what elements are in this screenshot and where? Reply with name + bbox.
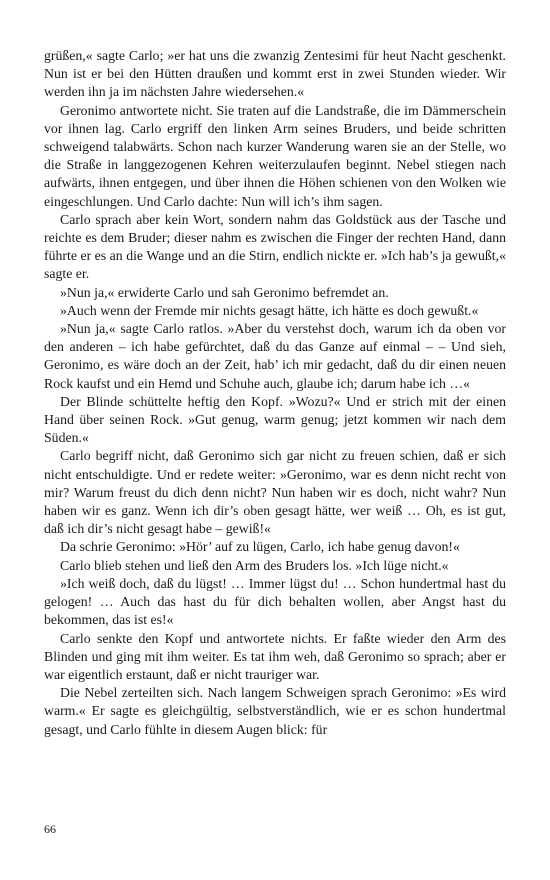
body-text	[44, 47, 506, 739]
paragraph: »Nun ja,« sagte Carlo ratlos. »Aber du verstehst doch, warum ich da oben vor den anderen – ich habe gefürchtet, daß du das Ganze auf einmal – – Und sieh, Geronimo, es wäre doch an der Zeit, hab’ ich mir gedacht, daß du dir einen neuen Rock kaufst und ein Hemd und Schuhe auch, glaube ich; darum habe ich …«	[44, 321, 506, 391]
paragraph: Carlo sprach aber kein Wort, sondern nahm das Goldstück aus der Tasche und reichte es dem Bruder; dieser nahm es zwischen die Finger der rechten Hand, dann führte er es an die Wange und an die Stirn, endlich nickte er. »Ich hab’s ja gewußt,« sagte er.	[44, 211, 506, 282]
paragraph: Da schrie Geronimo: »Hör’ auf zu lügen, Carlo, ich habe genug davon!«	[60, 539, 460, 555]
paragraph: Carlo blieb stehen und ließ den Arm des Bruders los. »Ich lüge nicht.«	[60, 557, 449, 573]
paragraph: Carlo senkte den Kopf und antwortete nichts. Er faßte wieder den Arm des Blinden und ging mit ihm weiter. Es tat ihm weh, daß Geronimo so sprach; aber er war eigentlich erstaunt, daß er nicht trauriger war.	[44, 630, 506, 682]
paragraph: Geronimo antwortete nicht. Sie traten auf die Landstraße, die im Dämmerschein vor ihnen lag. Carlo ergriff den linken Arm seines Bruders, und beide schritten schweigend talabwärts. Schon nach kurzer Wanderung waren sie an der Stelle, wo die Straße in langgezogenen Kehren weiterzulaufen beginnt. Nebel stiegen nach aufwärts, ihnen entgegen, und über ihnen die Höhen schienen von den Wolken wie eingeschlungen. Und Carlo dachte: Nun will ich’s ihm sagen.	[44, 102, 506, 209]
paragraph: »Ich weiß doch, daß du lügst! … Immer lügst du! … Schon hundertmal hast du gelogen! … Auch das hast du für dich behalten wollen, aber Angst hast du bekommen, das ist es!«	[44, 575, 506, 628]
paragraph: »Auch wenn der Fremde mir nichts gesagt hätte, ich hätte es doch gewußt.«	[60, 302, 479, 318]
page-number: 66	[44, 822, 56, 836]
paragraph: grüßen,« sagte Carlo; »er hat uns die zwanzig Zentesimi für heut Nacht geschenkt. Nun ist er bei den Hütten draußen und kommt erst in zwei Stunden wieder. Wir werden ihn ja im nächsten Jahre wiedersehen.«	[44, 48, 506, 100]
paragraph: »Nun ja,« erwiderte Carlo und sah Geronimo befremdet an.	[60, 284, 389, 300]
paragraph: Der Blinde schüttelte heftig den Kopf. »Wozu?« Und er strich mit der einen Hand über seinen Rock. »Gut genug, warm genug; jetzt kommen wir nach dem Süden.«	[44, 393, 506, 446]
paragraph: Carlo begriff nicht, daß Geronimo sich gar nicht zu freuen schien, daß er sich nicht entschuldigte. Und er redete weiter: »Geronimo, war es denn nicht recht von mir? Warum freust du dich denn nicht? Nun haben wir es doch, nicht wahr? Nun haben wir es ganz. Wenn ich dir’s oben gesagt hätte, wer weiß … Oh, es ist gut, daß ich dir’s nicht gesagt habe – gewiß!«	[44, 448, 506, 537]
paragraph: Die Nebel zerteilten sich. Nach langem Schweigen sprach Geronimo: »Es wird warm.« Er sagte es gleichgültig, selbstverständlich, wie er es schon hundertmal gesagt, und Carlo fühlte in diesem Augen blick: für	[44, 685, 506, 737]
